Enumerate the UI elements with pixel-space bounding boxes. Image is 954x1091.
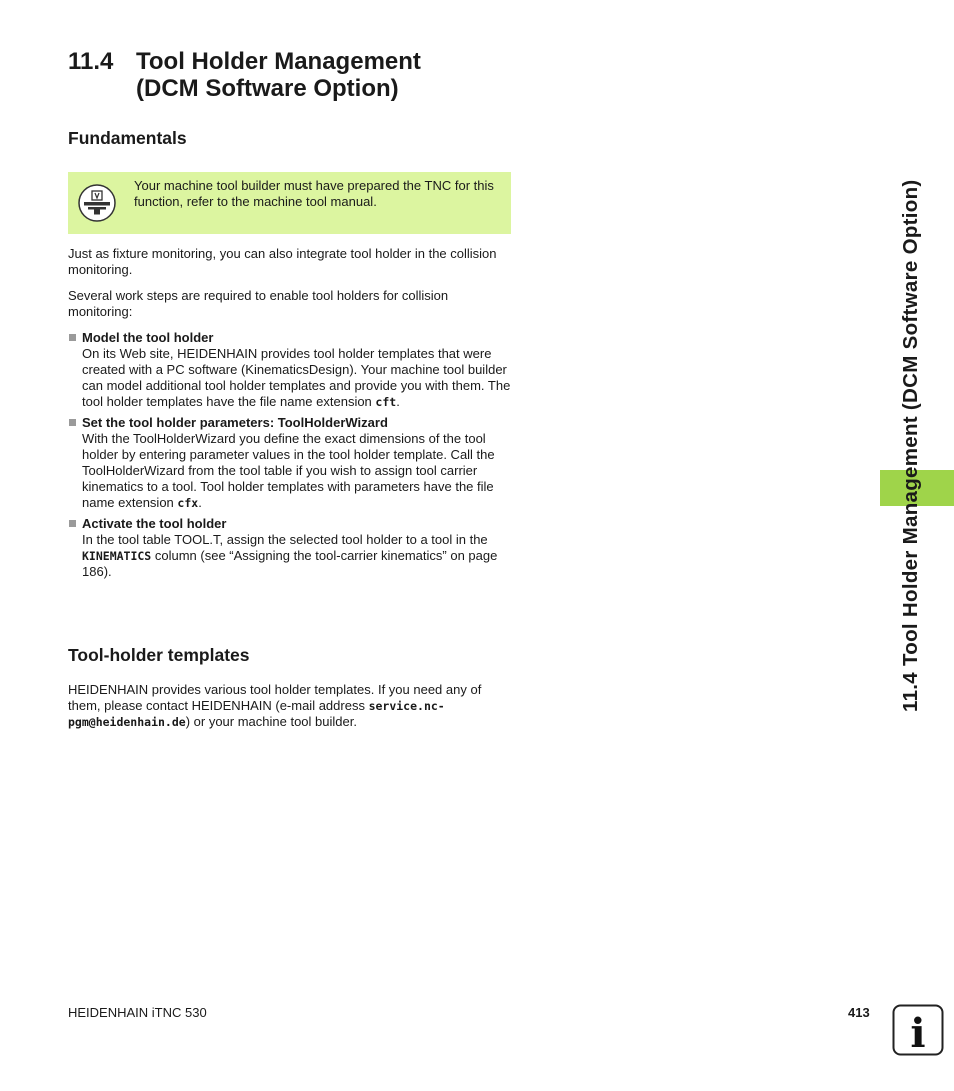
title-line-2: (DCM Software Option) xyxy=(136,75,399,102)
machine-note-box xyxy=(68,172,511,234)
square-bullet-icon xyxy=(69,419,76,426)
title-line-1: Tool Holder Management xyxy=(136,48,421,75)
paragraph: Several work steps are required to enable tool holders for collision monitoring: xyxy=(68,288,449,319)
templates-body xyxy=(68,682,513,740)
machine-tool-icon xyxy=(78,184,116,222)
list-item xyxy=(68,516,513,580)
fundamentals-body xyxy=(68,246,513,585)
file-extension: cft xyxy=(375,395,397,409)
file-extension: cfx xyxy=(177,496,199,510)
square-bullet-icon xyxy=(69,334,76,341)
page-number: 413 xyxy=(848,1005,870,1020)
list-item-text: In the tool table TOOL.T, assign the selected tool holder to a tool in the KINEMATICS column (see “Assigning the tool-carrier kinematics” on page 186). xyxy=(82,532,498,579)
list-item-heading: Activate the tool holder xyxy=(68,516,513,532)
email-address: service.nc- pgm@heidenhain.de xyxy=(68,699,445,729)
list-item-heading: Model the tool holder xyxy=(68,330,513,346)
info-icon xyxy=(892,1004,944,1056)
square-bullet-icon xyxy=(69,520,76,527)
list-item-text: On its Web site, HEIDENHAIN provides tool holder templates that were created with a PC software (KinematicsDesign). Your machine tool builder can model additional tool holder templates and provide you with them. The tool holder templates have the file name extension cft. xyxy=(82,346,511,409)
list-item-text: With the ToolHolderWizard you define the exact dimensions of the tool holder by entering parameter values in the tool holder template. Call the ToolHolderWizard from the tool table if you wish to assign tool carrier kinematics to a tool. Tool holder templates with parameters have the file name extension cfx. xyxy=(82,431,495,510)
list-item xyxy=(68,415,513,511)
side-running-title: 11.4 Tool Holder Management (DCM Software Option) xyxy=(899,179,922,712)
fundamentals-heading: Fundamentals xyxy=(68,128,187,148)
column-name: KINEMATICS xyxy=(82,549,152,563)
page-title xyxy=(68,48,528,102)
list-item-heading: Set the tool holder parameters: ToolHolderWizard xyxy=(68,415,513,431)
section-number: 11.4 xyxy=(68,48,114,75)
footer-product-name: HEIDENHAIN iTNC 530 xyxy=(68,1005,207,1020)
list-item xyxy=(68,330,513,410)
templates-heading: Tool-holder templates xyxy=(68,645,250,665)
info-glyph: i xyxy=(910,1010,926,1056)
paragraph: Just as fixture monitoring, you can also integrate tool holder in the collision monitoring. xyxy=(68,246,497,277)
paragraph: HEIDENHAIN provides various tool holder templates. If you need any of them, please contact HEIDENHAIN (e-mail address service.nc- pgm@heidenhain.de) or your machine tool builder. xyxy=(68,682,482,729)
note-text: Your machine tool builder must have prepared the TNC for this function, refer to the machine tool manual. xyxy=(134,178,494,209)
